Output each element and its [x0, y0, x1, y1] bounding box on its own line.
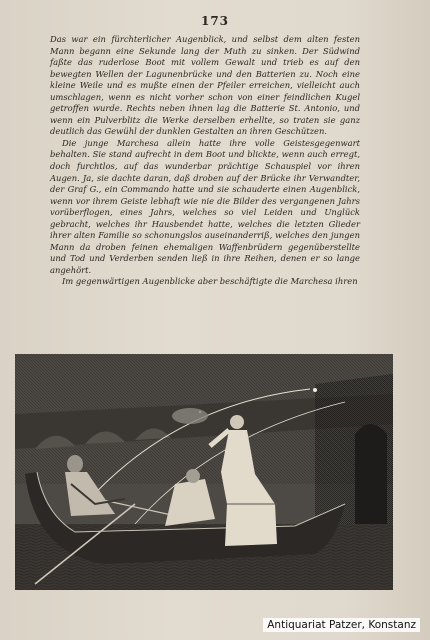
body-text [50, 34, 360, 288]
paragraph-1: Das war ein fürchterlicher Augenblick, und selbst dem alten festen Mann begann eine Sekunde lang der Muth zu sinken. Der Südwind faßte das ruderlose Boot mit vollem Gewalt und trieb es auf den bewegten Wellen der Lagunenbrücke und den Batterien zu. Noch eine kleine Weile und es mußte einen der Pfeiler erreichen, vielleicht auch umschlagen, wenn es nicht vorher schon von einer feindlichen Kugel getroffen wurde. Rechts neben ihnen lag die Batterie St. Antonio, und wenn ein Pulverblitz die Werke derselben erhellte, so traten sie ganz deutlich das Gewühl der dunklen Gestalten an ihren Geschützen. [50, 34, 360, 137]
paragraph-3: Im gegenwärtigen Augenblicke aber beschäftigte die Marchesa ihren [62, 276, 358, 287]
watermark-text: Antiquariat Patzer, Konstanz [263, 618, 420, 632]
paragraph-2: Die junge Marchesa allein hatte ihre volle Geistesgegenwart behalten. Sie stand aufrecht in dem Boot und blickte, wenn auch erregt, doch furchtlos, auf das wunderbar prächtige Schauspiel vor ihren Augen. Ja, sie dachte daran, daß droben auf der Brücke ihr Verwandter, der Graf G., ein Commando hatte und sie schauderte einen Augenblick, wenn vor ihrem Geiste lebhaft wie nie die Bilder des vergangenen Jahrs vorüberflogen, eines Jahrs, welches so viel Leiden und Unglück gebracht, welches ihr Hausbendet hatte, welches die letzten Glieder ihrer alten Familie so schonungslos auseinanderriß, welches den jungen Mann da droben feinen ehemaligen Waffenbrüdern gegenüberstellte und Tod und Verderben senden ließ in ihre Reihen, denen er so lange angehört. [50, 137, 360, 275]
engraving-illustration [15, 354, 393, 590]
page-number: 173 [200, 14, 230, 28]
